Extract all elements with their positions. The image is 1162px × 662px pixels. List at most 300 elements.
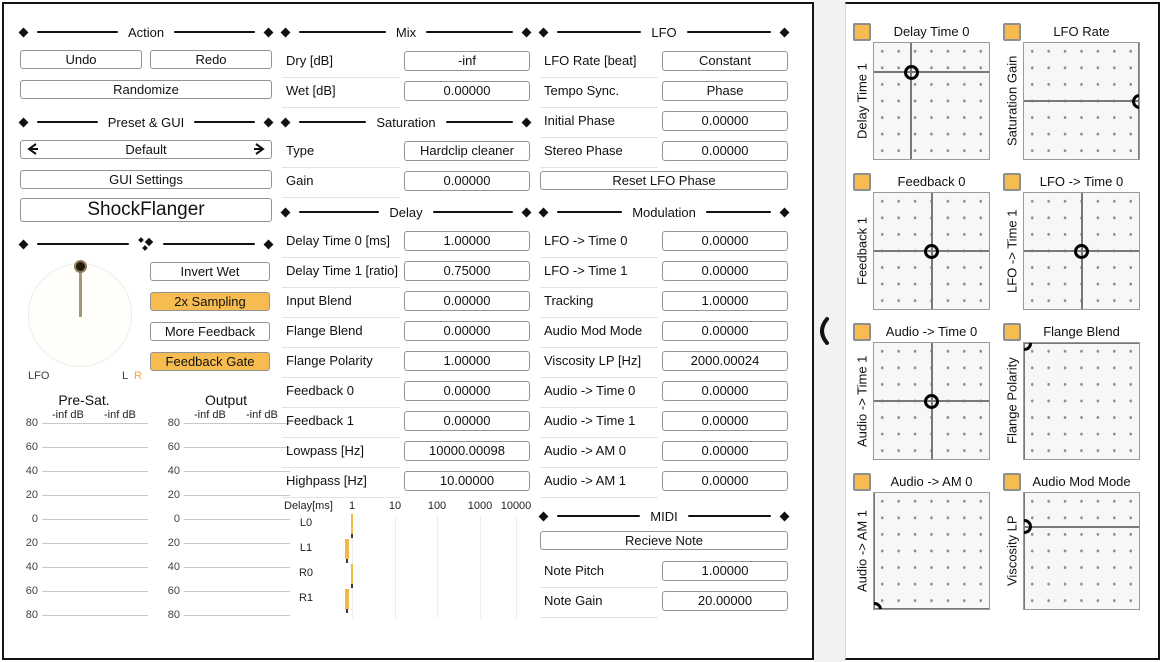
meter-tick-label: 60 (25, 441, 38, 453)
knob-needle (79, 267, 82, 317)
lfo-value-field[interactable]: Phase (662, 81, 788, 101)
row-underline (282, 287, 400, 288)
divider-line (163, 243, 255, 245)
delay-row (282, 381, 530, 407)
meter-title: Output (204, 392, 248, 408)
delay-value-field[interactable]: 0.00000 (404, 291, 530, 311)
pad-title-delay-time-0: Delay Time 0 (893, 24, 970, 39)
lfo-label: Stereo Phase (544, 143, 623, 158)
section-header-midi (540, 508, 788, 524)
delay-graph-tick-label: 10 (388, 500, 402, 512)
meter-tick-label: 20 (25, 489, 38, 501)
delay-graph-tick-label: 1 (348, 500, 356, 512)
row-underline (540, 317, 658, 318)
xy-pads-panel (845, 2, 1160, 660)
saturation-value-field[interactable]: 0.00000 (404, 171, 530, 191)
crosshair-handle[interactable] (1023, 342, 1032, 351)
delay-graph-row-label: L0 (299, 517, 313, 529)
modulation-value-field[interactable]: 0.00000 (662, 471, 788, 491)
meter-gridline (42, 615, 148, 616)
divider-line (557, 31, 641, 33)
midi-row (540, 561, 788, 587)
divider-line (37, 243, 129, 245)
row-underline (282, 197, 400, 198)
row-underline (282, 437, 400, 438)
meter-db-readout: -inf dB (246, 409, 278, 421)
modulation-value-field[interactable]: 0.00000 (662, 321, 788, 341)
section-header-saturation (282, 114, 530, 130)
redo-button[interactable]: Redo (150, 50, 272, 69)
divider-line (299, 211, 379, 213)
meter-tick-label: 20 (167, 489, 180, 501)
delay-graph-row-label: L1 (299, 542, 313, 554)
modulation-row (540, 291, 788, 317)
delay-label: Delay Time 0 [ms] (286, 233, 391, 248)
meter-tick-label: 60 (167, 585, 180, 597)
delay-bar-tick (351, 534, 353, 538)
preset-name[interactable]: Default (125, 142, 167, 157)
pad-enable-checkbox-audio-time-0[interactable] (853, 323, 871, 341)
delay-graph-tick-label: 100 (427, 500, 447, 512)
modulation-label: Tracking (544, 293, 594, 308)
midi-label: Note Pitch (544, 563, 604, 578)
pad-ylabel-flange-blend: Flange Polarity (1004, 357, 1020, 445)
delay-label: Lowpass [Hz] (286, 443, 365, 458)
delay-value-field[interactable]: 0.00000 (404, 381, 530, 401)
delay-time-bar (345, 589, 349, 609)
crosshair-vline (873, 493, 875, 609)
delay-value-field[interactable]: 0.75000 (404, 261, 530, 281)
mix-row (282, 81, 530, 107)
pad-enable-checkbox-feedback-0[interactable] (853, 173, 871, 191)
xy-pad-feedback-0[interactable] (873, 192, 990, 310)
diamond-icon (780, 511, 790, 521)
xy-pad-audio-mod-mode[interactable] (1023, 492, 1140, 610)
row-underline (282, 167, 400, 168)
lfo-value-field[interactable]: Constant (662, 51, 788, 71)
meter-gridline (184, 615, 290, 616)
crosshair-hline (1024, 342, 1139, 344)
delay-row (282, 351, 530, 377)
row-underline (540, 77, 658, 78)
divider-line (37, 31, 118, 33)
delay-bar-tick (346, 609, 348, 613)
divider-line (37, 121, 98, 123)
row-underline (282, 497, 400, 498)
meter-output (160, 392, 292, 632)
diamond-icon (19, 117, 29, 127)
pad-ylabel-audio-am-0: Audio -> AM 1 (854, 509, 870, 593)
pad-ylabel-lfo-time-0: LFO -> Time 1 (1004, 209, 1020, 293)
modulation-label: Audio -> Time 1 (544, 413, 636, 428)
crosshair-handle[interactable] (924, 244, 939, 259)
pad-title-lfo-rate: LFO Rate (1053, 24, 1110, 39)
pad-ylabel-audio-mod-mode: Viscosity LP (1004, 515, 1020, 587)
pad-enable-checkbox-audio-mod-mode[interactable] (1003, 473, 1021, 491)
delay-row (282, 441, 530, 467)
diamond-icon (264, 239, 274, 249)
toggle-invert-wet[interactable]: Invert Wet (150, 262, 270, 281)
modulation-label: Audio -> AM 0 (544, 443, 627, 458)
mix-row (282, 51, 530, 77)
row-underline (540, 407, 658, 408)
row-underline (540, 617, 658, 618)
diamond-cluster-icon (139, 237, 153, 251)
pad-title-audio-mod-mode: Audio Mod Mode (1032, 474, 1131, 489)
meter-scale-row (18, 561, 150, 579)
modulation-value-field[interactable]: 0.00000 (662, 261, 788, 281)
row-underline (540, 467, 658, 468)
section-title: Modulation (632, 204, 696, 220)
row-underline (282, 77, 400, 78)
mix-label: Dry [dB] (286, 53, 333, 68)
saturation-label: Gain (286, 173, 314, 188)
diamond-icon (780, 27, 790, 37)
modulation-value-field[interactable]: 0.00000 (662, 231, 788, 251)
meter-scale-row (18, 417, 150, 435)
delay-row (282, 411, 530, 437)
lfo-label: LFO Rate [beat] (544, 53, 637, 68)
lfo-row (540, 51, 788, 77)
modulation-label: LFO -> Time 0 (544, 233, 628, 248)
meter-tick-label: 60 (167, 441, 180, 453)
meter-tick-label: 80 (25, 417, 38, 429)
delay-graph-tick-label: 10000 (500, 500, 532, 512)
row-underline (282, 317, 400, 318)
delay-row (282, 261, 530, 287)
delay-value-field[interactable]: 0.00000 (404, 321, 530, 341)
modulation-row (540, 441, 788, 467)
lfo-label: Tempo Sync. (544, 83, 620, 98)
row-underline (282, 467, 400, 468)
section-header-action (20, 24, 272, 40)
meter-gridline (184, 543, 290, 544)
modulation-label: Audio -> Time 0 (544, 383, 636, 398)
diamond-icon (522, 117, 532, 127)
chevron-left-icon[interactable] (26, 142, 40, 156)
meter-tick-label: 0 (173, 513, 180, 525)
meter-gridline (184, 567, 290, 568)
section-header-delay (282, 204, 530, 220)
delay-label: Highpass [Hz] (286, 473, 367, 488)
delay-graph-gridline (437, 516, 438, 618)
crosshair-handle[interactable] (1023, 519, 1032, 534)
divider-line (446, 121, 513, 123)
section-title: Preset & GUI (107, 114, 185, 130)
delay-value-field[interactable]: 10000.00098 (404, 441, 530, 461)
delay-label: Delay Time 1 [ratio] (286, 263, 398, 278)
toggle-feedback-gate[interactable]: Feedback Gate (150, 352, 270, 371)
modulation-value-field[interactable]: 0.00000 (662, 381, 788, 401)
meter-scale-row (18, 489, 150, 507)
meter-gridline (42, 495, 148, 496)
pad-enable-checkbox-lfo-time-0[interactable] (1003, 173, 1021, 191)
meter-tick-label: 40 (167, 465, 180, 477)
meter-scale-row (18, 465, 150, 483)
row-underline (282, 347, 400, 348)
crosshair-hline (1024, 100, 1139, 102)
xy-pad-lfo-time-0[interactable] (1023, 192, 1140, 310)
crosshair-handle[interactable] (1074, 244, 1089, 259)
divider-line (706, 211, 771, 213)
knob-lfo-label: LFO (28, 370, 50, 382)
meter-scale-row (18, 513, 150, 531)
saturation-label: Type (286, 143, 315, 158)
row-underline (540, 167, 658, 168)
row-underline (282, 407, 400, 408)
modulation-row (540, 261, 788, 287)
collapse-panel-chevron-left-icon[interactable] (813, 316, 831, 346)
diamond-icon (539, 27, 549, 37)
crosshair-hline (874, 71, 989, 73)
meter-scale-row (160, 465, 292, 483)
meter-pre-sat (18, 392, 150, 632)
modulation-value-field[interactable]: 0.00000 (662, 441, 788, 461)
meter-gridline (42, 567, 148, 568)
diamond-icon (522, 207, 532, 217)
delay-label: Input Blend (286, 293, 352, 308)
meter-scale-row (160, 609, 292, 627)
delay-label: Flange Blend (286, 323, 363, 338)
meter-gridline (184, 495, 290, 496)
pad-ylabel-lfo-rate: Saturation Gain (1004, 55, 1020, 147)
plugin-title[interactable]: ShockFlanger (20, 198, 272, 222)
diamond-icon (539, 207, 549, 217)
meter-scale-row (160, 489, 292, 507)
toggle-2x-sampling[interactable]: 2x Sampling (150, 292, 270, 311)
meter-gridline (184, 471, 290, 472)
diamond-icon (522, 27, 532, 37)
modulation-label: Audio -> AM 1 (544, 473, 627, 488)
pad-ylabel-feedback-0: Feedback 1 (854, 217, 870, 285)
row-underline (540, 257, 658, 258)
modulation-row (540, 381, 788, 407)
meter-gridline (42, 543, 148, 544)
modulation-row (540, 231, 788, 257)
delay-value-field[interactable]: 1.00000 (404, 231, 530, 251)
meter-db-readout: -inf dB (194, 409, 226, 421)
chevron-right-icon[interactable] (252, 142, 266, 156)
divider-line (687, 31, 771, 33)
divider-line (557, 211, 622, 213)
crosshair-handle[interactable] (904, 65, 919, 80)
modulation-value-field[interactable]: 2000.00024 (662, 351, 788, 371)
midi-label: Note Gain (544, 593, 603, 608)
meter-scale-row (160, 585, 292, 603)
xy-pad-delay-time-0[interactable] (873, 42, 990, 160)
divider-line (433, 211, 513, 213)
delay-graph-gridline (395, 516, 396, 618)
pad-enable-checkbox-flange-blend[interactable] (1003, 323, 1021, 341)
delay-row (282, 321, 530, 347)
saturation-row (282, 141, 530, 167)
meter-db-readout: -inf dB (104, 409, 136, 421)
crosshair-vline (1023, 343, 1025, 459)
meter-title: Pre-Sat. (58, 392, 110, 408)
xy-pad-lfo-rate[interactable] (1023, 42, 1140, 160)
row-underline (540, 107, 658, 108)
lfo-row (540, 81, 788, 107)
lfo-row (540, 111, 788, 137)
pad-title-feedback-0: Feedback 0 (897, 174, 966, 189)
lfo-value-field[interactable]: 0.00000 (662, 111, 788, 131)
row-underline (282, 377, 400, 378)
meter-scale-row (160, 441, 292, 459)
divider-line (299, 121, 366, 123)
delay-graph-axis-label: Delay[ms] (284, 500, 333, 512)
diamond-icon (264, 27, 274, 37)
section-title: Delay (389, 204, 423, 220)
knob-left-channel-label: L (122, 370, 129, 382)
diamond-icon (19, 239, 29, 249)
pad-enable-checkbox-delay-time-0[interactable] (853, 23, 871, 41)
pad-ylabel-audio-time-0: Audio -> Time 1 (854, 355, 870, 447)
modulation-row (540, 471, 788, 497)
row-underline (282, 257, 400, 258)
diamond-icon (539, 511, 549, 521)
pad-title-lfo-time-0: LFO -> Time 0 (1039, 174, 1124, 189)
delay-row (282, 471, 530, 497)
section-title: Action (127, 24, 165, 40)
section-title: Saturation (376, 114, 436, 130)
toggle-more-feedback[interactable]: More Feedback (150, 322, 270, 341)
meter-tick-label: 20 (25, 537, 38, 549)
knob-tip-dot[interactable] (74, 260, 87, 273)
divider-line (688, 515, 771, 517)
delay-graph-row-label: R1 (298, 592, 314, 604)
meter-scale-row (160, 561, 292, 579)
delay-bar-tick (351, 584, 353, 588)
diamond-icon (281, 27, 291, 37)
row-underline (540, 497, 658, 498)
reset-lfo-phase-button[interactable]: Reset LFO Phase (540, 171, 788, 190)
crosshair-handle[interactable] (1132, 94, 1141, 109)
section-header-preset-gui (20, 114, 272, 130)
meter-gridline (42, 591, 148, 592)
lfo-value-field[interactable]: 0.00000 (662, 141, 788, 161)
row-underline (540, 347, 658, 348)
meter-tick-label: 80 (167, 609, 180, 621)
meter-tick-label: 80 (167, 417, 180, 429)
modulation-value-field[interactable]: 0.00000 (662, 411, 788, 431)
section-header-mix (282, 24, 530, 40)
meter-gridline (42, 471, 148, 472)
delay-value-field[interactable]: 10.00000 (404, 471, 530, 491)
crosshair-vline (910, 43, 912, 159)
meter-tick-label: 40 (167, 561, 180, 573)
meter-tick-label: 80 (25, 609, 38, 621)
diamond-icon (281, 207, 291, 217)
meter-gridline (42, 447, 148, 448)
crosshair-vline (1023, 493, 1025, 609)
meter-scale-row (18, 537, 150, 555)
delay-value-field[interactable]: 1.00000 (404, 351, 530, 371)
modulation-label: Audio Mod Mode (544, 323, 643, 338)
delay-label: Feedback 1 (286, 413, 354, 428)
delay-value-field[interactable]: 0.00000 (404, 411, 530, 431)
meter-gridline (42, 423, 148, 424)
pad-enable-checkbox-lfo-rate[interactable] (1003, 23, 1021, 41)
meter-scale-row (160, 513, 292, 531)
delay-time-bar (351, 564, 353, 584)
undo-button[interactable]: Undo (20, 50, 142, 69)
gui-settings-button[interactable]: GUI Settings (20, 170, 272, 189)
meter-scale-row (160, 417, 292, 435)
delay-graph-gridline (516, 516, 517, 618)
diamond-icon (281, 117, 291, 127)
crosshair-handle[interactable] (924, 394, 939, 409)
delay-time-bar (345, 539, 349, 559)
randomize-button[interactable]: Randomize (20, 80, 272, 99)
delay-row (282, 231, 530, 257)
saturation-row (282, 171, 530, 197)
xy-pad-flange-blend[interactable] (1023, 342, 1140, 460)
meter-tick-label: 20 (167, 537, 180, 549)
preset-selector[interactable] (20, 140, 272, 159)
delay-time-bar (351, 514, 353, 534)
section-header-lfo (540, 24, 788, 40)
delay-bar-tick (346, 559, 348, 563)
modulation-row (540, 411, 788, 437)
row-underline (540, 377, 658, 378)
row-underline (540, 437, 658, 438)
delay-time-graph (282, 500, 534, 622)
midi-value-field[interactable]: 1.00000 (662, 561, 788, 581)
modulation-row (540, 321, 788, 347)
modulation-label: Viscosity LP [Hz] (544, 353, 642, 368)
divider-line (174, 31, 255, 33)
diamond-icon (780, 207, 790, 217)
meter-db-readout: -inf dB (52, 409, 84, 421)
pad-enable-checkbox-audio-am-0[interactable] (853, 473, 871, 491)
meter-scale-row (18, 609, 150, 627)
meter-tick-label: 60 (25, 585, 38, 597)
mix-value-field[interactable]: -inf (404, 51, 530, 71)
modulation-value-field[interactable]: 1.00000 (662, 291, 788, 311)
meter-scale-row (160, 537, 292, 555)
modulation-label: LFO -> Time 1 (544, 263, 628, 278)
divider-line (299, 31, 386, 33)
row-underline (540, 287, 658, 288)
receive-note-button[interactable]: Recieve Note (540, 531, 788, 550)
delay-label: Feedback 0 (286, 383, 354, 398)
section-header-modulation (540, 204, 788, 220)
knob-right-channel-label: R (134, 370, 142, 382)
crosshair-hline (874, 608, 989, 610)
meter-gridline (184, 447, 290, 448)
xy-pad-audio-time-0[interactable] (873, 342, 990, 460)
knob-section-divider (20, 236, 272, 252)
saturation-value-field[interactable]: Hardclip cleaner (404, 141, 530, 161)
divider-line (194, 121, 255, 123)
section-title: Mix (395, 24, 417, 40)
modulation-row (540, 351, 788, 377)
meter-tick-label: 0 (31, 513, 38, 525)
midi-value-field[interactable]: 20.00000 (662, 591, 788, 611)
mix-label: Wet [dB] (286, 83, 336, 98)
lfo-row (540, 141, 788, 167)
mix-value-field[interactable]: 0.00000 (404, 81, 530, 101)
xy-pad-audio-am-0[interactable] (873, 492, 990, 610)
meter-scale-row (18, 441, 150, 459)
row-underline (540, 587, 658, 588)
meter-gridline (184, 591, 290, 592)
delay-label: Flange Polarity (286, 353, 373, 368)
meter-tick-label: 40 (25, 465, 38, 477)
crosshair-handle[interactable] (873, 602, 882, 611)
diamond-icon (264, 117, 274, 127)
delay-graph-row-label: R0 (298, 567, 314, 579)
